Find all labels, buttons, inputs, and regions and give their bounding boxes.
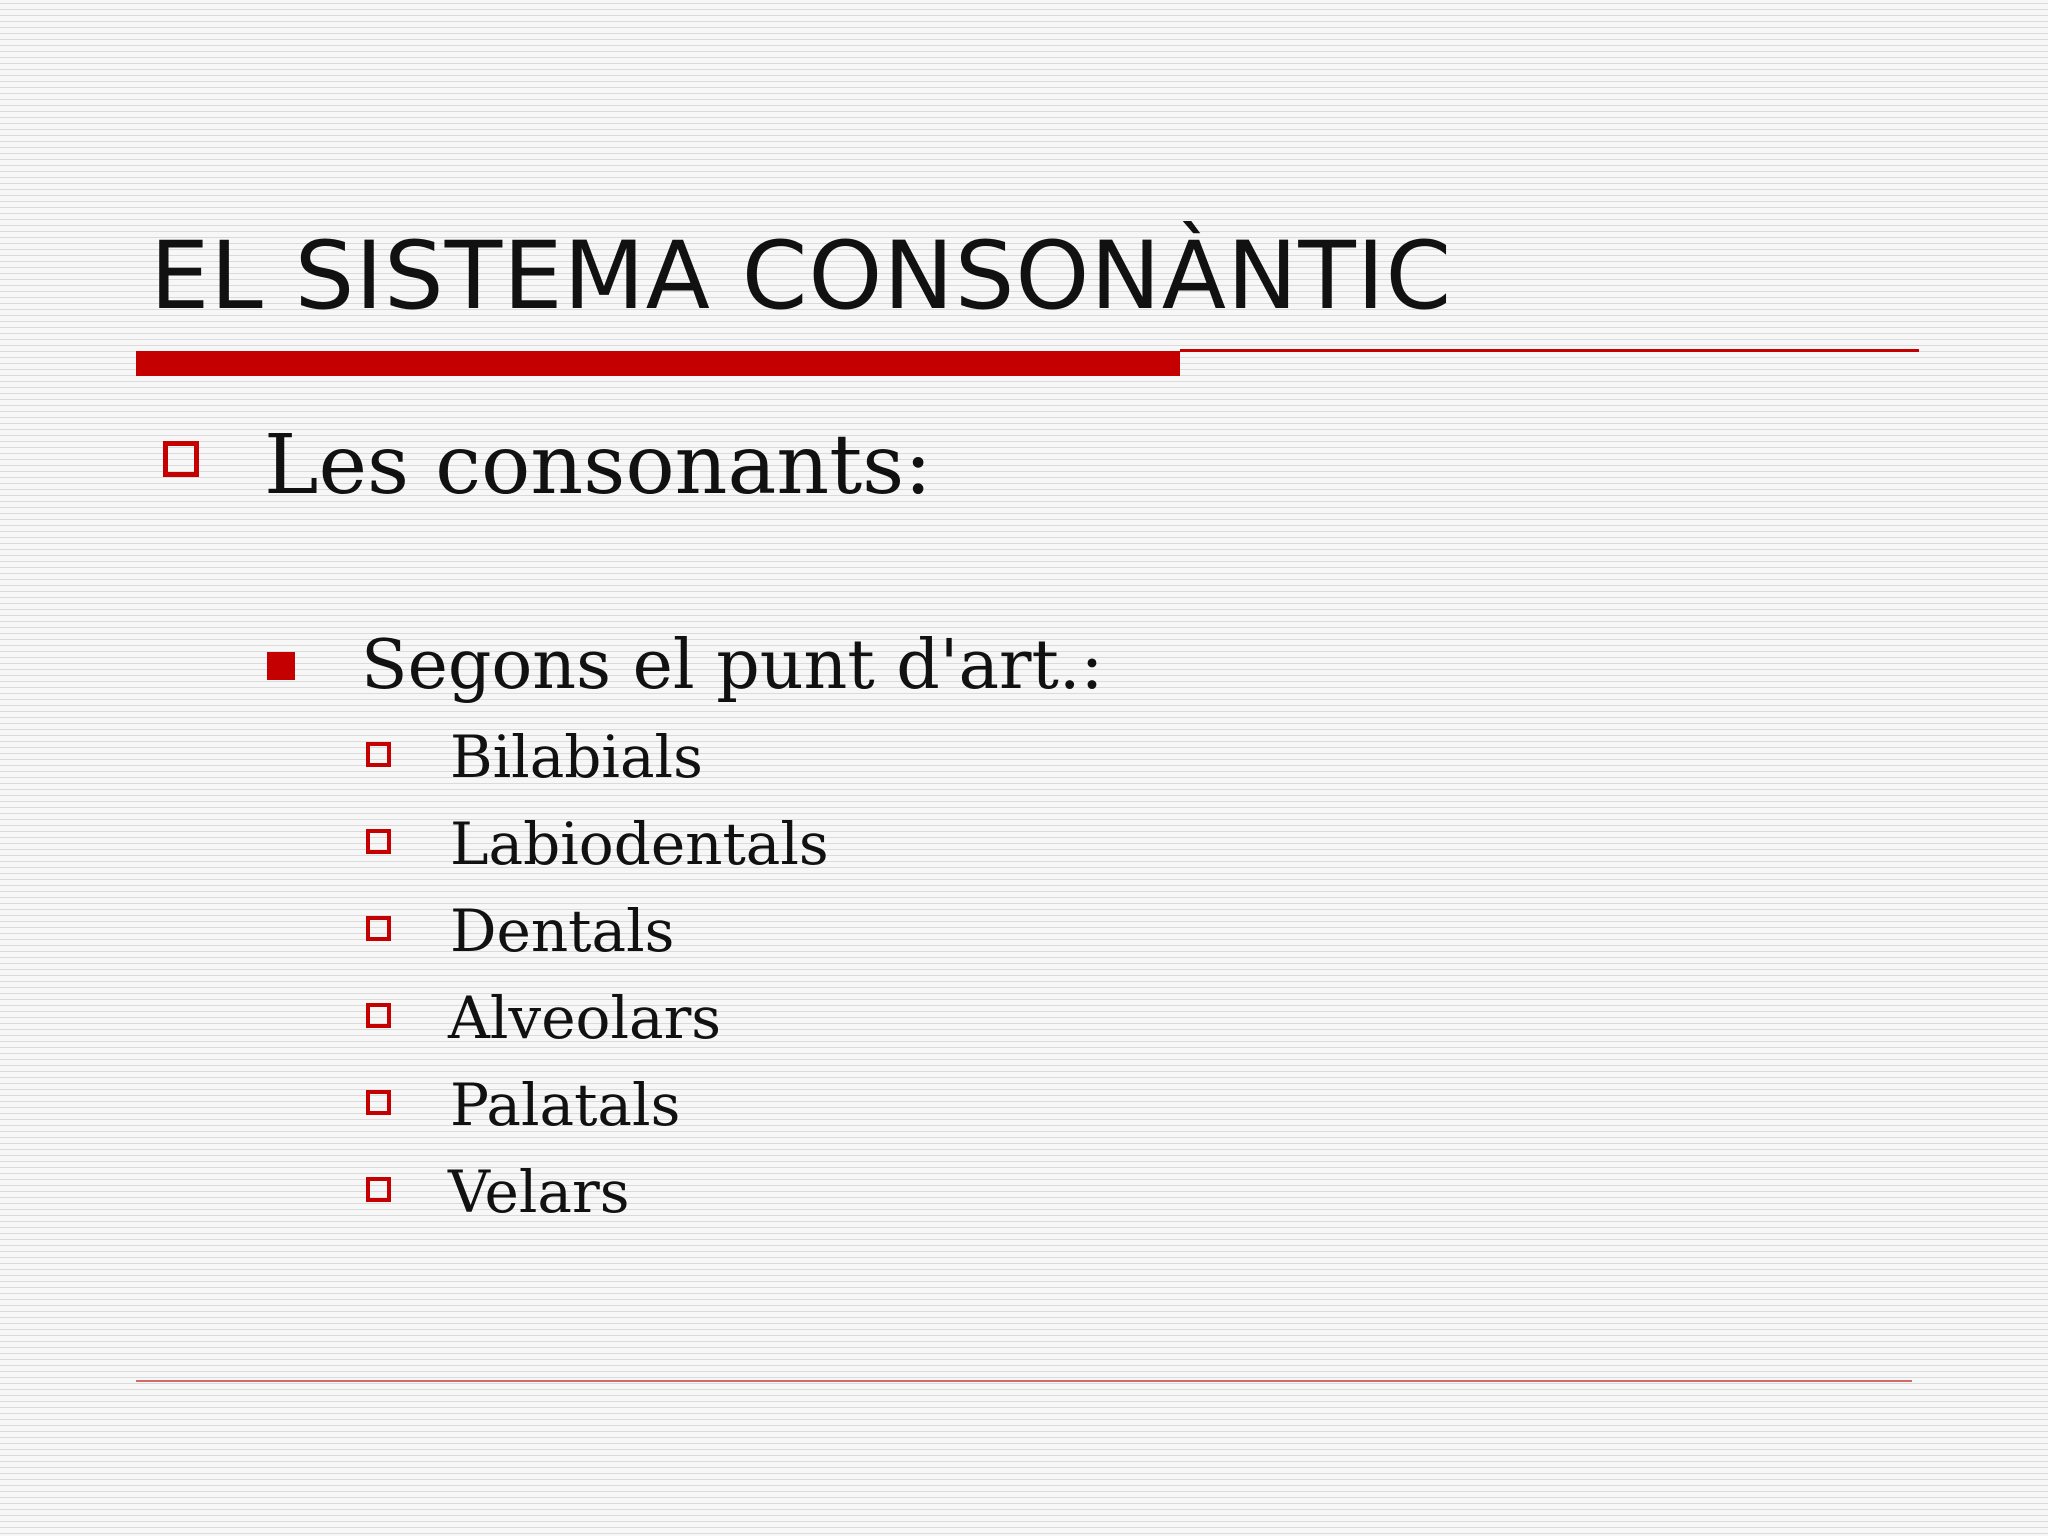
slide-title: EL SISTEMA CONSONÀNTIC [150, 222, 1453, 331]
bullet-level3-text: Alveolars [448, 984, 722, 1052]
title-underline-thick [136, 351, 1180, 376]
hollow-square-icon [366, 1177, 391, 1202]
hollow-square-icon [366, 742, 391, 767]
bullet-level3-text: Velars [448, 1158, 630, 1226]
title-underline-thin [1180, 349, 1919, 352]
bullet-level3-text: Palatals [450, 1071, 681, 1139]
hollow-square-icon [366, 916, 391, 941]
bullet-level2-text: Segons el punt d'art.: [361, 626, 1104, 705]
hollow-square-icon [366, 1003, 391, 1028]
hollow-square-icon [163, 441, 199, 477]
bullet-level3-text: Labiodentals [450, 810, 829, 878]
solid-square-icon [267, 652, 295, 680]
bullet-level3-text: Dentals [450, 897, 675, 965]
footer-divider [136, 1380, 1912, 1382]
bullet-level3-text: Bilabials [450, 723, 703, 791]
hollow-square-icon [366, 829, 391, 854]
hollow-square-icon [366, 1090, 391, 1115]
bullet-level1-text: Les consonants: [264, 418, 932, 513]
